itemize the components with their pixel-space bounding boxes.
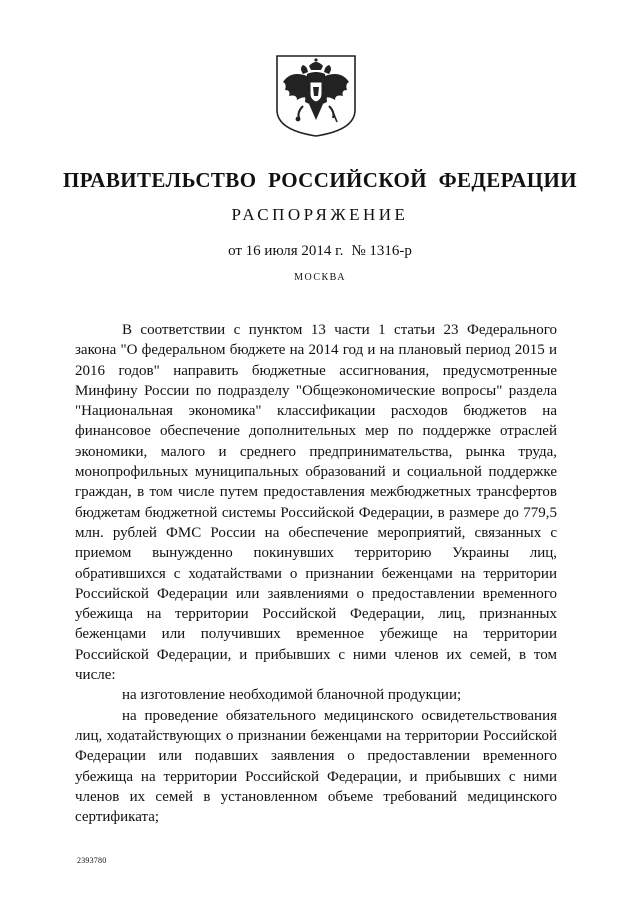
- footer-document-code: 2393780: [77, 856, 107, 865]
- body-paragraph: на изготовление необходимой бланочной продукции;: [122, 687, 462, 704]
- document-type: РАСПОРЯЖЕНИЕ: [231, 205, 409, 224]
- russian-coat-of-arms-icon: [273, 52, 359, 138]
- document-date-line: [0, 243, 640, 260]
- document-number: № 1316-р: [351, 243, 412, 259]
- document-date: от 16 июля 2014 г.: [228, 243, 344, 259]
- document-city: МОСКВА: [294, 272, 346, 283]
- body-paragraph: В соответствии с пунктом 13 части 1 статьи 23 Федерального закона "О федеральном бюджете на 2014 год и на плановый период 2015 и 2016 годов" направить бюджетные ассигнования, предусмотренные Минфину России по подразделу "Общеэкономические вопросы" раздела "Национальная экономика" классификации расходов бюджетов на финансовое обеспечение дополнительных мер по поддержке отраслей экономики, малого и среднего предпринимательства, рынка труда, монопрофильных муниципальных образований и социальной поддержке граждан, в том числе путем предоставления межбюджетных трансфертов бюджетам бюджетной системы Российской Федерации, в размере до 779,5 млн. рублей ФМС России на обеспечение мероприятий, связанных с приемом вынужденно покинувших территорию Украины лиц, обратившихся с ходатайствами о признании беженцами на территории Российской Федерации или заявлениями о предоставлении временного убежища на территории Российской Федерации, лиц, признанных беженцами или получивших временное убежище на территории Российской Федерации, и прибывших с ними членов их семей, в том числе:: [75, 322, 557, 684]
- government-title: ПРАВИТЕЛЬСТВО РОССИЙСКОЙ ФЕДЕРАЦИИ: [63, 168, 577, 192]
- document-body: [75, 320, 557, 827]
- body-paragraph: на проведение обязательного медицинского освидетельствования лиц, ходатайствующих о признании беженцами на территории Российской Федерации или подавших заявления о предоставлении временного убежища на территории Российской Федерации, и прибывших с ними членов их семей в установленном объеме требований медицинского сертификата;: [75, 707, 557, 826]
